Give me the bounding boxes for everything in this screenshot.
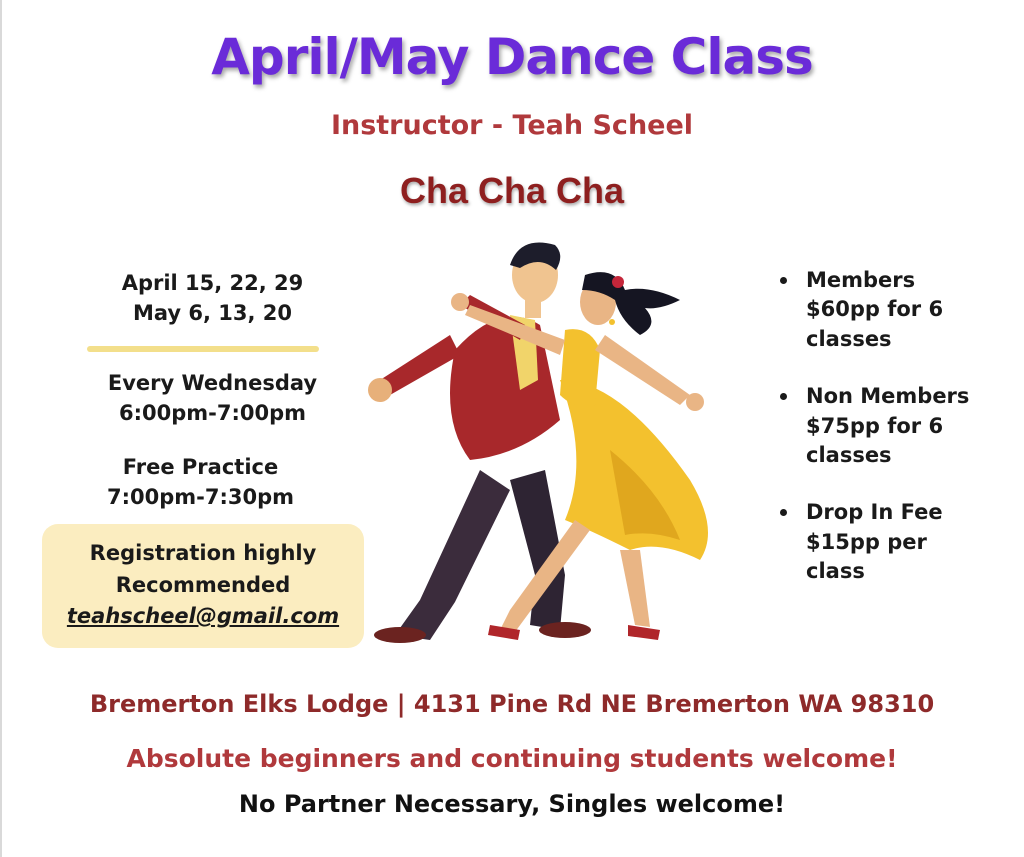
registration-email-link[interactable]: teahscheel@gmail.com bbox=[66, 604, 340, 628]
class-day: Every Wednesday bbox=[107, 371, 318, 395]
practice-label: Free Practice bbox=[122, 455, 279, 479]
price-label: Drop In Fee bbox=[806, 500, 943, 525]
price-item-members bbox=[778, 266, 1018, 354]
dance-style: Cha Cha Cha bbox=[399, 170, 625, 211]
venue-address: Bremerton Elks Lodge | 4131 Pine Rd NE Bremerton WA 98310 bbox=[89, 690, 935, 718]
registration-box bbox=[42, 524, 364, 648]
price-value: $75pp for 6 bbox=[806, 413, 944, 438]
price-value: $15pp per bbox=[806, 529, 927, 554]
price-item-drop-in bbox=[778, 498, 1018, 586]
bullet-icon bbox=[780, 277, 787, 284]
price-unit: classes bbox=[806, 442, 892, 467]
class-time: 6:00pm-7:00pm bbox=[118, 401, 306, 426]
price-item-non-members bbox=[778, 382, 1018, 470]
price-unit: class bbox=[806, 559, 865, 584]
instructor-line: Instructor - Teah Scheel bbox=[330, 110, 694, 141]
april-dates: April 15, 22, 29 bbox=[121, 271, 304, 295]
bullet-icon bbox=[780, 393, 787, 400]
price-label: Non Members bbox=[806, 384, 970, 409]
registration-line1: Registration highly bbox=[89, 541, 317, 565]
dancing-couple-illustration bbox=[360, 230, 760, 650]
practice-time: 7:00pm-7:30pm bbox=[106, 485, 294, 510]
registration-line2: Recommended bbox=[115, 572, 291, 597]
price-unit: classes bbox=[806, 326, 892, 351]
may-dates: May 6, 13, 20 bbox=[132, 301, 293, 326]
class-dates bbox=[40, 268, 385, 329]
no-partner-message: No Partner Necessary, Singles welcome! bbox=[238, 790, 786, 818]
price-label: Members bbox=[806, 268, 916, 292]
bullet-icon bbox=[780, 509, 787, 516]
divider bbox=[87, 346, 319, 352]
free-practice bbox=[28, 452, 373, 513]
price-value: $60pp for 6 bbox=[806, 297, 944, 322]
flyer-title: April/May Dance Class bbox=[211, 28, 813, 86]
welcome-message: Absolute beginners and continuing students welcome! bbox=[126, 744, 898, 773]
pricing-list bbox=[778, 266, 1018, 615]
class-schedule bbox=[40, 368, 385, 429]
